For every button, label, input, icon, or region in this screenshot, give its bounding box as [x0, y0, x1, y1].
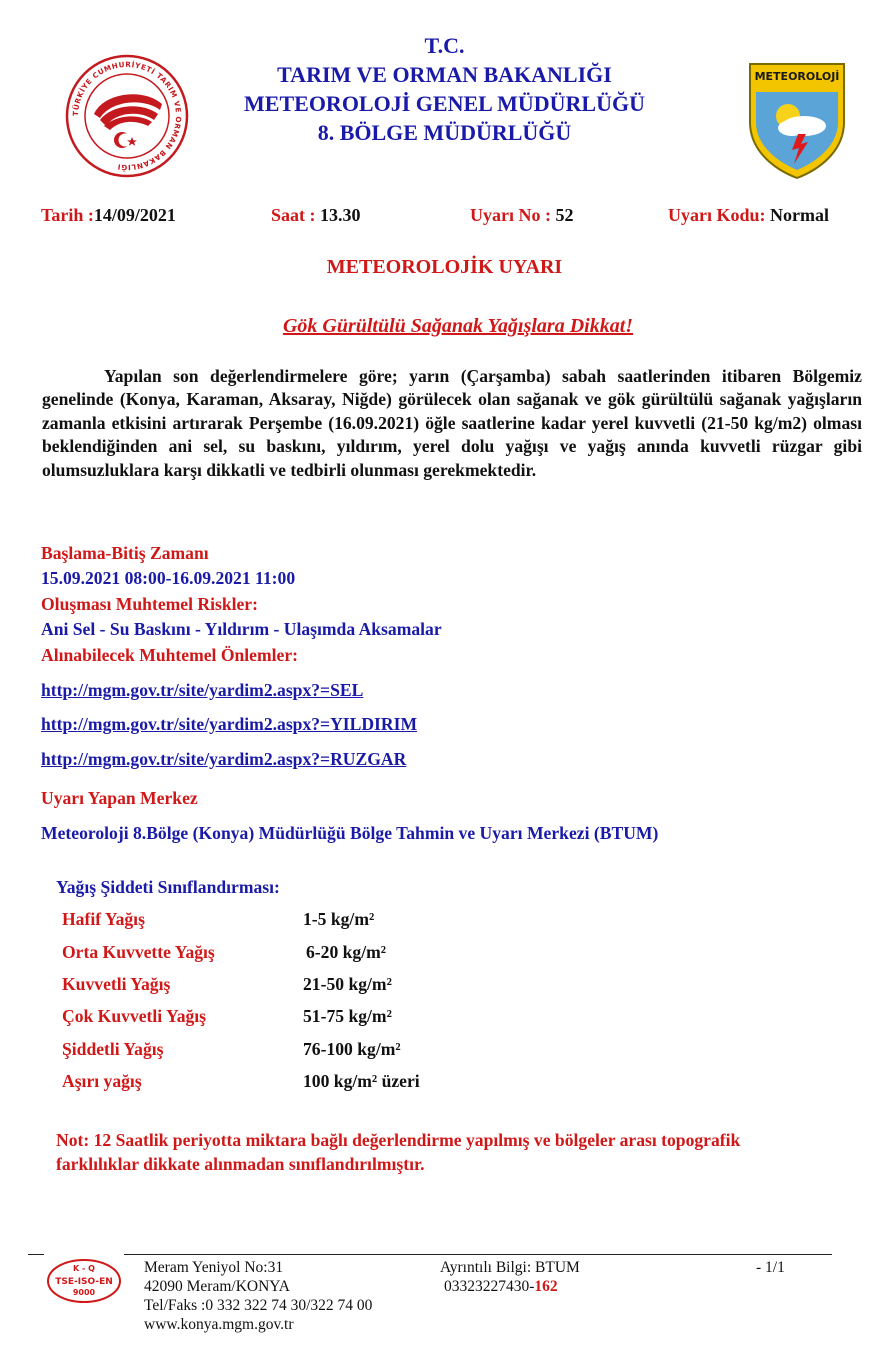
classification-title: Yağış Şiddeti Sınıflandırması:	[56, 877, 280, 897]
measures-label: Alınabilecek Muhtemel Önlemler:	[41, 645, 299, 665]
link-yildirim[interactable]: http://mgm.gov.tr/site/yardim2.aspx?=YILDIRIM	[41, 714, 418, 734]
info-phone-line	[440, 1277, 580, 1296]
meteorology-logo	[748, 62, 846, 180]
class-value-5: 76-100 kg/m²	[303, 1039, 401, 1059]
link-sel[interactable]: http://mgm.gov.tr/site/yardim2.aspx?=SEL	[41, 680, 364, 700]
header-tc: T.C.	[424, 33, 465, 58]
center-label: Uyarı Yapan Merkez	[41, 788, 198, 808]
address-line-3: Tel/Faks :0 332 322 74 30/322 74 00	[144, 1297, 373, 1314]
risks-label: Oluşması Muhtemel Riskler:	[41, 594, 258, 614]
warning-subtitle: Gök Gürültülü Sağanak Yağışlara Dikkat!	[282, 315, 634, 337]
class-name-5: Şiddetli Yağış	[62, 1039, 164, 1059]
class-value-2: 6-20 kg/m²	[306, 942, 387, 962]
warning-no-label: Uyarı No :	[470, 205, 551, 225]
period-label: Başlama-Bitiş Zamanı	[41, 543, 209, 563]
header-ministry: TARIM VE ORMAN BAKANLIĞI	[277, 62, 612, 87]
warning-code-label: Uyarı Kodu:	[668, 205, 766, 225]
badge-mid: TSE-ISO-EN	[55, 1277, 113, 1287]
header-directorate: METEOROLOJİ GENEL MÜDÜRLÜĞÜ	[244, 91, 645, 116]
class-name-3: Kuvvetli Yağış	[62, 974, 171, 994]
class-value-6: 100 kg/m² üzeri	[303, 1071, 420, 1091]
class-value-1: 1-5 kg/m²	[303, 909, 375, 929]
info-line-1: Ayrıntılı Bilgi: BTUM	[440, 1259, 580, 1276]
info-extension: 162	[534, 1278, 558, 1295]
document-title: METEOROLOJİK UYARI	[326, 256, 563, 278]
class-name-2: Orta Kuvvette Yağış	[62, 942, 215, 962]
info-phone: 03323227430-	[444, 1278, 535, 1295]
link-ruzgar[interactable]: http://mgm.gov.tr/site/yardim2.aspx?=RUZGAR	[41, 749, 407, 769]
period-value: 15.09.2021 08:00-16.09.2021 11:00	[41, 568, 296, 588]
seal-text: TÜRKİYE CUMHURİYETİ TARIM VE ORMAN BAKANLIĞI	[70, 59, 184, 173]
date-field	[41, 205, 176, 226]
meteorology-logo-text: METEOROLOJİ	[754, 70, 840, 83]
warning-code-field	[668, 205, 829, 226]
class-name-6: Aşırı yağış	[62, 1071, 142, 1091]
footer-info	[440, 1258, 580, 1296]
header-region: 8. BÖLGE MÜDÜRLÜĞÜ	[317, 120, 572, 145]
time-value: 13.30	[320, 205, 361, 225]
footer-divider	[124, 1254, 832, 1255]
warning-no-value: 52	[555, 205, 574, 225]
footer-divider-left	[28, 1254, 44, 1255]
date-label: Tarih :	[41, 205, 94, 225]
tse-badge	[46, 1258, 122, 1304]
classification-note: Not: 12 Saatlik periyotta miktara bağlı değerlendirme yapılmış ve bölgeler arası topografik farklılıklar dikkate alınmadan sınıflandırılmıştır.	[56, 1130, 741, 1174]
center-value: Meteoroloji 8.Bölge (Konya) Müdürlüğü Bölge Tahmin ve Uyarı Merkezi (BTUM)	[41, 823, 659, 843]
warning-no-field	[470, 205, 573, 226]
class-value-3: 21-50 kg/m²	[303, 974, 392, 994]
risks-value: Ani Sel - Su Baskını - Yıldırım - Ulaşımda Aksamalar	[41, 619, 442, 639]
class-value-4: 51-75 kg/m²	[303, 1006, 392, 1026]
page-number: - 1/1	[756, 1259, 785, 1276]
class-name-1: Hafif Yağış	[62, 909, 145, 929]
address-line-1: Meram Yeniyol No:31	[144, 1259, 284, 1276]
date-value: 14/09/2021	[93, 205, 176, 225]
warning-body: Yapılan son değerlendirmelere göre; yarın (Çarşamba) sabah saatlerinden itibaren Bölgemiz genelinde (Konya, Karaman, Aksaray, Niğde) görülecek olan sağanak ve gök gürültülü sağanak yağışların zamanla etkisini artırarak Perşembe (16.09.2021) öğle saatlerine kadar yerel kuvvetli (21-50 kg/m2) olması beklendiğinden ani sel, su baskını, yıldırım, yerel dolu yağışı ve yağış anında kuvvetli rüzgar gibi olumsuzluklara karşı dikkatli ve tedbirli olunması gerekmektedir.	[42, 366, 862, 480]
time-field	[271, 205, 361, 226]
time-label: Saat :	[271, 205, 316, 225]
badge-bot: 9000	[72, 1288, 96, 1297]
warning-code-value: Normal	[770, 205, 829, 225]
footer-address	[144, 1258, 372, 1334]
class-name-4: Çok Kuvvetli Yağış	[62, 1006, 207, 1026]
address-line-4: www.konya.mgm.gov.tr	[144, 1316, 294, 1333]
badge-top: K - Q	[73, 1264, 95, 1273]
address-line-2: 42090 Meram/KONYA	[144, 1278, 290, 1295]
